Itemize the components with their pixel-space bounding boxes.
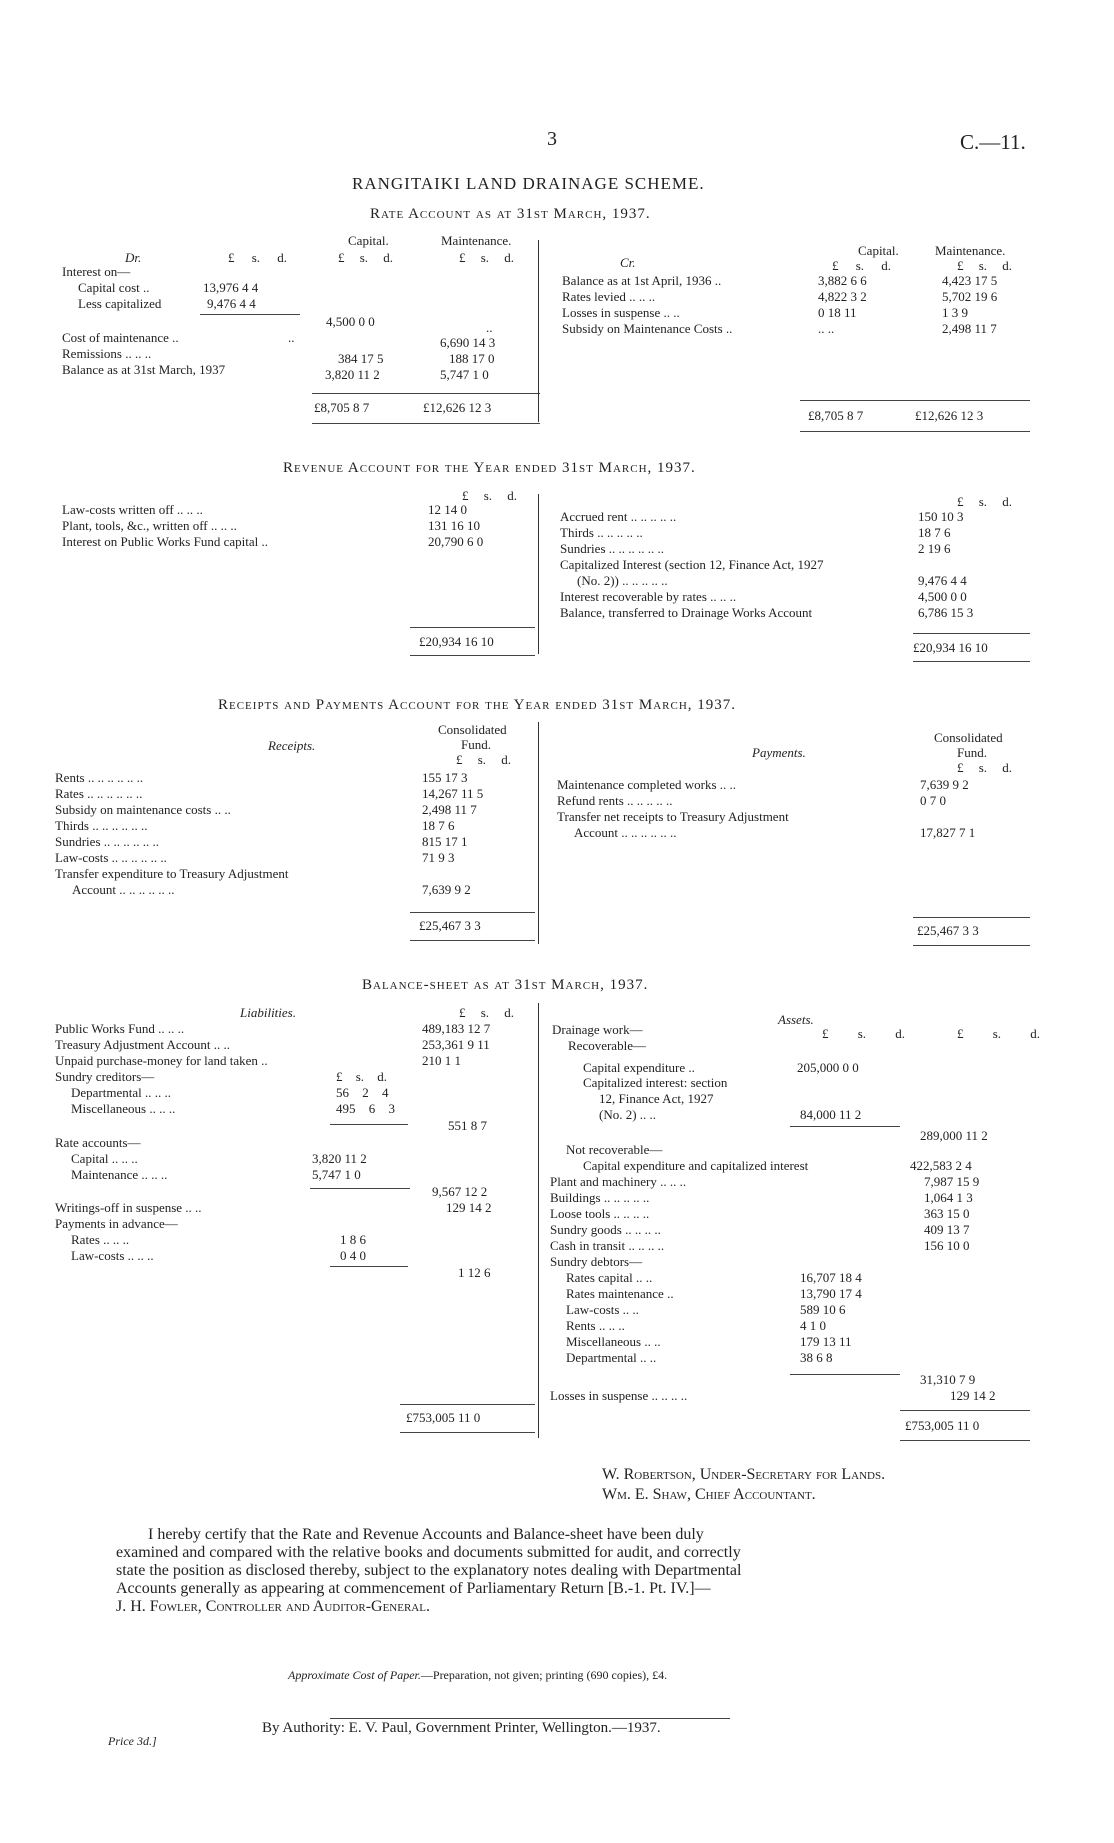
receipts-row-value: 2,498 11 7 (422, 802, 477, 817)
page-number: 3 (547, 128, 557, 150)
cost-note-label: Approximate Cost of Paper. (288, 1668, 421, 1682)
revenue-cr-row-label: Balance, transferred to Drainage Works Account (560, 605, 813, 620)
revenue-cr-row-label: Accrued rent .. .. .. .. .. (560, 509, 677, 524)
ra-maint-label: Maintenance .. .. .. (71, 1167, 168, 1182)
payments-row-label: Transfer net receipts to Treasury Adjustment (557, 809, 789, 824)
rate-cr-row-capital: .. .. (818, 321, 835, 336)
revenue-dr-row-value: 20,790 6 0 (428, 534, 484, 549)
liabilities-total: £753,005 11 0 (406, 1410, 481, 1425)
revenue-dr-row-label: Plant, tools, &c., written off .. .. .. (62, 518, 237, 533)
writings-off-label: Writings-off in suspense .. .. (55, 1200, 202, 1215)
rate-dots: .. (288, 330, 295, 345)
revenue-column-divider (538, 494, 539, 654)
debtor-row-value: 4 1 0 (800, 1318, 826, 1333)
receipts-total: £25,467 3 3 (419, 918, 481, 933)
pa-rates-label: Rates .. .. .. (71, 1232, 130, 1247)
payments-consolidated: Consolidated (934, 730, 1003, 745)
certification-line-4: Accounts generally as appearing at commencement of Parliamentary Return [B.-1. Pt. IV.]— (116, 1580, 711, 1597)
receipts-fund: Fund. (461, 737, 491, 752)
receipts-row-label: Law-costs .. .. .. .. .. .. (55, 850, 167, 865)
assets-total: £753,005 11 0 (905, 1418, 980, 1433)
rate-cr-row-maint: 5,702 19 6 (942, 289, 998, 304)
rate-accounts-rule (310, 1188, 410, 1189)
rate-cr-row-maint: 4,423 17 5 (942, 273, 998, 288)
rate-lsd-header: £ s. d. (228, 250, 288, 265)
certification-line-5: J. H. Fowler, Controller and Auditor-General. (116, 1598, 430, 1615)
capitalized-interest-line3: (No. 2) .. .. (599, 1107, 657, 1122)
revenue-cr-row-value: 18 7 6 (918, 525, 951, 540)
liabilities-row-label: Public Works Fund .. .. .. (55, 1021, 185, 1036)
asset-row-label: Plant and machinery .. .. .. (550, 1174, 687, 1189)
sundry-debtors-label: Sundry debtors— (550, 1254, 643, 1269)
receipts-row-value: 18 7 6 (422, 818, 455, 833)
receipts-row-value: 14,267 11 5 (422, 786, 484, 801)
certification-line-2: examined and compared with the relative books and documents submitted for audit, and correctly (116, 1544, 741, 1561)
balance-sheet-heading: Balance-sheet as at 31st March, 1937. (362, 977, 649, 993)
revenue-dr-row-value: 12 14 0 (428, 502, 467, 517)
liabilities-row-label: Departmental .. .. .. (71, 1085, 171, 1100)
cost-maintenance-label: Cost of maintenance .. (62, 330, 179, 345)
ra-capital-label: Capital .. .. .. (71, 1151, 138, 1166)
receipts-row-value: 7,639 9 2 (422, 882, 471, 897)
rate-dr-total-capital: £8,705 8 7 (314, 400, 370, 415)
debtor-row-value: 13,790 17 4 (800, 1286, 862, 1301)
capital-expenditure-value: 205,000 0 0 (797, 1060, 859, 1075)
rate-column-divider (538, 240, 539, 422)
rate-cr-total-maint: £12,626 12 3 (915, 408, 984, 423)
certification-line-3: state the position as disclosed thereby, subject to the explanatory notes dealing with Departmental (116, 1562, 742, 1579)
rate-total-underline (312, 423, 540, 424)
debtors-rule (790, 1374, 900, 1375)
cost-note-text: —Preparation, not given; printing (690 copies), £4. (420, 1668, 668, 1682)
losses-suspense-label: Losses in suspense .. .. .. .. (550, 1388, 688, 1403)
revenue-dr-row-label: Law-costs written off .. .. .. (62, 502, 203, 517)
asset-row-label: Buildings .. .. .. .. .. (550, 1190, 650, 1205)
rate-cr-capital-header: Capital. (858, 243, 899, 258)
rate-dr-capital-header: Capital. (348, 233, 389, 248)
capitalized-interest-line2: 12, Finance Act, 1927 (599, 1091, 714, 1106)
debtor-row-value: 179 13 11 (800, 1334, 852, 1349)
revenue-cr-row-label: Capitalized Interest (section 12, Finance Act, 1927 (560, 557, 824, 572)
asset-row-label: Sundry goods .. .. .. .. (550, 1222, 661, 1237)
recoverable-rule (790, 1126, 900, 1127)
ra-capital-value: 3,820 11 2 (312, 1151, 367, 1166)
revenue-cr-row-value: 9,476 4 4 (918, 573, 967, 588)
receipts-lsd: £ s. d. (456, 752, 512, 767)
creditors-total: 551 8 7 (448, 1118, 487, 1133)
receipts-row-label: Transfer expenditure to Treasury Adjustment (55, 866, 289, 881)
revenue-cr-lsd: £ s. d. (957, 494, 1013, 509)
receipts-consolidated: Consolidated (438, 722, 507, 737)
rate-accounts-label: Rate accounts— (55, 1135, 141, 1150)
interest-on-label: Interest on— (62, 264, 131, 279)
payments-advance-label: Payments in advance— (55, 1216, 178, 1231)
balance-capital: 3,820 11 2 (325, 367, 380, 382)
receipts-row-label: Rates .. .. .. .. .. .. (55, 786, 143, 801)
remissions-capital: 384 17 5 (338, 351, 384, 366)
rate-cr-row-capital: 3,882 6 6 (818, 273, 867, 288)
rate-cr-row-label: Subsidy on Maintenance Costs .. (562, 321, 733, 336)
capital-expenditure-label: Capital expenditure .. (583, 1060, 695, 1075)
cost-maintenance-value: 6,690 14 3 (440, 335, 496, 350)
debtors-total: 31,310 7 9 (920, 1372, 976, 1387)
debtor-row-value: 38 6 8 (800, 1350, 833, 1365)
signature-shaw: Wm. E. Shaw, Chief Accountant. (602, 1486, 816, 1503)
payments-row-value: 17,827 7 1 (920, 825, 976, 840)
revenue-cr-row-value: 2 19 6 (918, 541, 951, 556)
asset-row-label: Cash in transit .. .. .. .. (550, 1238, 665, 1253)
liabilities-lsd: £ s. d. (459, 1005, 515, 1020)
receipts-payments-heading: Receipts and Payments Account for the Year ended 31st March, 1937. (218, 697, 737, 713)
payments-total: £25,467 3 3 (917, 923, 979, 938)
payments-advance-total: 1 12 6 (458, 1265, 491, 1280)
payments-row-label: Account .. .. .. .. .. .. (574, 825, 677, 840)
rate-cr-row-label: Rates levied .. .. .. (562, 289, 656, 304)
debtor-row-value: 16,707 18 4 (800, 1270, 862, 1285)
revenue-cr-total: £20,934 16 10 (913, 640, 988, 655)
revenue-dr-lsd: £ s. d. (462, 488, 518, 503)
rate-cr-label: Cr. (620, 255, 636, 270)
less-capitalized-value: 9,476 4 4 (207, 296, 256, 311)
revenue-dr-total-rule (410, 627, 535, 628)
losses-suspense-value: 129 14 2 (950, 1388, 996, 1403)
price: Price 3d.] (108, 1734, 157, 1748)
receipts-row-label: Subsidy on maintenance costs .. .. (55, 802, 231, 817)
receipts-row-value: 155 17 3 (422, 770, 468, 785)
not-recoverable-label: Not recoverable— (566, 1142, 663, 1157)
payments-row-value: 7,639 9 2 (920, 777, 969, 792)
rate-accounts-total: 9,567 12 2 (432, 1184, 488, 1199)
interest-net-value: 4,500 0 0 (326, 314, 375, 329)
writings-off-value: 129 14 2 (446, 1200, 492, 1215)
asset-row-value: 156 10 0 (924, 1238, 970, 1253)
rate-cr-maint-header: Maintenance. (935, 243, 1006, 258)
rate-cr-total-capital: £8,705 8 7 (808, 408, 864, 423)
rate-cr-row-label: Losses in suspense .. .. (562, 305, 680, 320)
authority-line: By Authority: E. V. Paul, Government Printer, Wellington.—1937. (262, 1720, 661, 1736)
liabilities-row-label: Sundry creditors— (55, 1069, 155, 1084)
revenue-cr-total-underline (913, 661, 1030, 662)
asset-row-label: Loose tools .. .. .. .. (550, 1206, 650, 1221)
payments-total-rule (913, 917, 1030, 918)
capitalized-interest-line1: Capitalized interest: section (583, 1075, 728, 1090)
liabilities-label: Liabilities. (240, 1005, 296, 1020)
balance-column-divider (538, 1003, 539, 1438)
payments-advance-rule (330, 1266, 408, 1267)
debtor-row-label: Miscellaneous .. .. (566, 1334, 661, 1349)
liabilities-total-underline (400, 1432, 535, 1433)
revenue-dr-row-value: 131 16 10 (428, 518, 480, 533)
receipts-row-value: 815 17 1 (422, 834, 468, 849)
debtor-row-label: Departmental .. .. (566, 1350, 657, 1365)
balance-maint: 5,747 1 0 (440, 367, 489, 382)
rate-cr-row-capital: 0 18 11 (818, 305, 857, 320)
receipts-row-value: 71 9 3 (422, 850, 455, 865)
rate-cr-row-maint: 1 3 9 (942, 305, 968, 320)
recoverable-total: 289,000 11 2 (920, 1128, 988, 1143)
liabilities-row-value: 489,183 12 7 (422, 1021, 491, 1036)
rate-cr-total-rule (800, 400, 1030, 401)
receipts-row-label: Sundries .. .. .. .. .. .. (55, 834, 159, 849)
assets-total-underline (900, 1440, 1030, 1441)
receipts-total-rule (410, 912, 535, 913)
asset-row-value: 363 15 0 (924, 1206, 970, 1221)
receipts-column-divider (538, 722, 539, 944)
ra-maint-value: 5,747 1 0 (312, 1167, 361, 1182)
receipts-row-label: Thirds .. .. .. .. .. .. (55, 818, 148, 833)
rate-cr-maint-lsd: £ s. d. (957, 258, 1013, 273)
pa-law-value: 0 4 0 (340, 1248, 366, 1263)
revenue-cr-row-label: Thirds .. .. .. .. .. (560, 525, 643, 540)
liabilities-row-sub: £ s. d. (336, 1069, 388, 1084)
debtor-row-label: Law-costs .. .. (566, 1302, 639, 1317)
remissions-maint: 188 17 0 (449, 351, 495, 366)
revenue-cr-row-label: Interest recoverable by rates .. .. .. (560, 589, 737, 604)
rate-dr-maint-header: Maintenance. (441, 233, 512, 248)
less-capitalized-label: Less capitalized (78, 296, 162, 311)
debtor-row-label: Rates maintenance .. (566, 1286, 674, 1301)
revenue-cr-row-label: (No. 2)) .. .. .. .. .. (577, 573, 668, 588)
rate-cr-capital-lsd: £ s. d. (832, 258, 892, 273)
capital-cost-label: Capital cost .. (78, 280, 150, 295)
revenue-cr-row-value: 150 10 3 (918, 509, 964, 524)
liabilities-row-value: 253,361 9 11 (422, 1037, 490, 1052)
rate-dots: .. (486, 320, 493, 335)
revenue-cr-row-value: 4,500 0 0 (918, 589, 967, 604)
not-recoverable-line: Capital expenditure and capitalized interest (583, 1158, 809, 1173)
rate-dr-total-maint: £12,626 12 3 (423, 400, 492, 415)
rate-subtotal-rule (200, 314, 300, 315)
rate-cr-row-label: Balance as at 1st April, 1936 .. (562, 273, 722, 288)
receipts-total-underline (410, 940, 535, 941)
capital-cost-value: 13,976 4 4 (203, 280, 259, 295)
rate-account-heading: Rate Account as at 31st March, 1937. (370, 206, 651, 222)
payments-row-value: 0 7 0 (920, 793, 946, 808)
liabilities-row-sub: 56 2 4 (336, 1085, 389, 1100)
creditors-rule (330, 1124, 408, 1125)
receipts-row-label: Account .. .. .. .. .. .. (72, 882, 175, 897)
rate-cr-row-capital: 4,822 3 2 (818, 289, 867, 304)
payments-fund: Fund. (957, 745, 987, 760)
receipts-label: Receipts. (268, 738, 316, 753)
pa-law-label: Law-costs .. .. .. (71, 1248, 154, 1263)
liabilities-row-label: Treasury Adjustment Account .. .. (55, 1037, 231, 1052)
certification-line-1: I hereby certify that the Rate and Revenue Accounts and Balance-sheet have been duly (148, 1526, 704, 1543)
revenue-cr-row-value: 6,786 15 3 (918, 605, 974, 620)
not-recoverable-value: 422,583 2 4 (910, 1158, 972, 1173)
asset-row-value: 1,064 1 3 (924, 1190, 973, 1205)
debtor-row-label: Rents .. .. .. (566, 1318, 625, 1333)
assets-lsd-inner: £ s. d. (822, 1026, 906, 1041)
debtor-row-value: 589 10 6 (800, 1302, 846, 1317)
payments-label: Payments. (752, 745, 806, 760)
payments-row-label: Maintenance completed works .. .. (557, 777, 737, 792)
rate-dr-capital-lsd: £ s. d. (338, 250, 394, 265)
capitalized-interest-value: 84,000 11 2 (800, 1107, 862, 1122)
pa-rates-value: 1 8 6 (340, 1232, 366, 1247)
document-reference: C.—11. (960, 130, 1026, 154)
revenue-account-heading: Revenue Account for the Year ended 31st March, 1937. (283, 460, 696, 476)
remissions-label: Remissions .. .. .. (62, 346, 152, 361)
rate-cr-row-maint: 2,498 11 7 (942, 321, 997, 336)
cost-note (288, 1668, 667, 1683)
assets-total-rule (900, 1410, 1030, 1411)
authority-rule (330, 1718, 730, 1719)
asset-row-value: 7,987 15 9 (924, 1174, 980, 1189)
revenue-dr-total-underline (410, 655, 535, 656)
liabilities-row-sub: 495 6 3 (336, 1101, 395, 1116)
rate-dr-maint-lsd: £ s. d. (459, 250, 515, 265)
signature-robertson: W. Robertson, Under-Secretary for Lands. (602, 1466, 886, 1483)
balance-label: Balance as at 31st March, 1937 (62, 362, 226, 377)
recoverable-label: Recoverable— (568, 1038, 646, 1053)
revenue-cr-total-rule (913, 633, 1030, 634)
receipts-row-label: Rents .. .. .. .. .. .. (55, 770, 144, 785)
liabilities-total-rule (400, 1404, 535, 1405)
assets-lsd-outer: £ s. d. (957, 1026, 1041, 1041)
payments-row-label: Refund rents .. .. .. .. .. (557, 793, 673, 808)
revenue-cr-row-label: Sundries .. .. .. .. .. .. (560, 541, 664, 556)
rate-cr-total-underline (800, 431, 1030, 432)
revenue-dr-row-label: Interest on Public Works Fund capital .. (62, 534, 268, 549)
document-title: RANGITAIKI LAND DRAINAGE SCHEME. (352, 174, 705, 193)
asset-row-value: 409 13 7 (924, 1222, 970, 1237)
revenue-dr-total: £20,934 16 10 (419, 634, 494, 649)
liabilities-row-value: 210 1 1 (422, 1053, 461, 1068)
rate-dr-label: Dr. (125, 250, 142, 265)
payments-lsd: £ s. d. (957, 760, 1013, 775)
liabilities-row-label: Unpaid purchase-money for land taken .. (55, 1053, 268, 1068)
debtor-row-label: Rates capital .. .. (566, 1270, 653, 1285)
assets-label: Assets. (778, 1012, 814, 1027)
payments-total-underline (913, 945, 1030, 946)
drainage-work-label: Drainage work— (552, 1022, 643, 1037)
liabilities-row-label: Miscellaneous .. .. .. (71, 1101, 176, 1116)
rate-total-rule (312, 393, 540, 394)
